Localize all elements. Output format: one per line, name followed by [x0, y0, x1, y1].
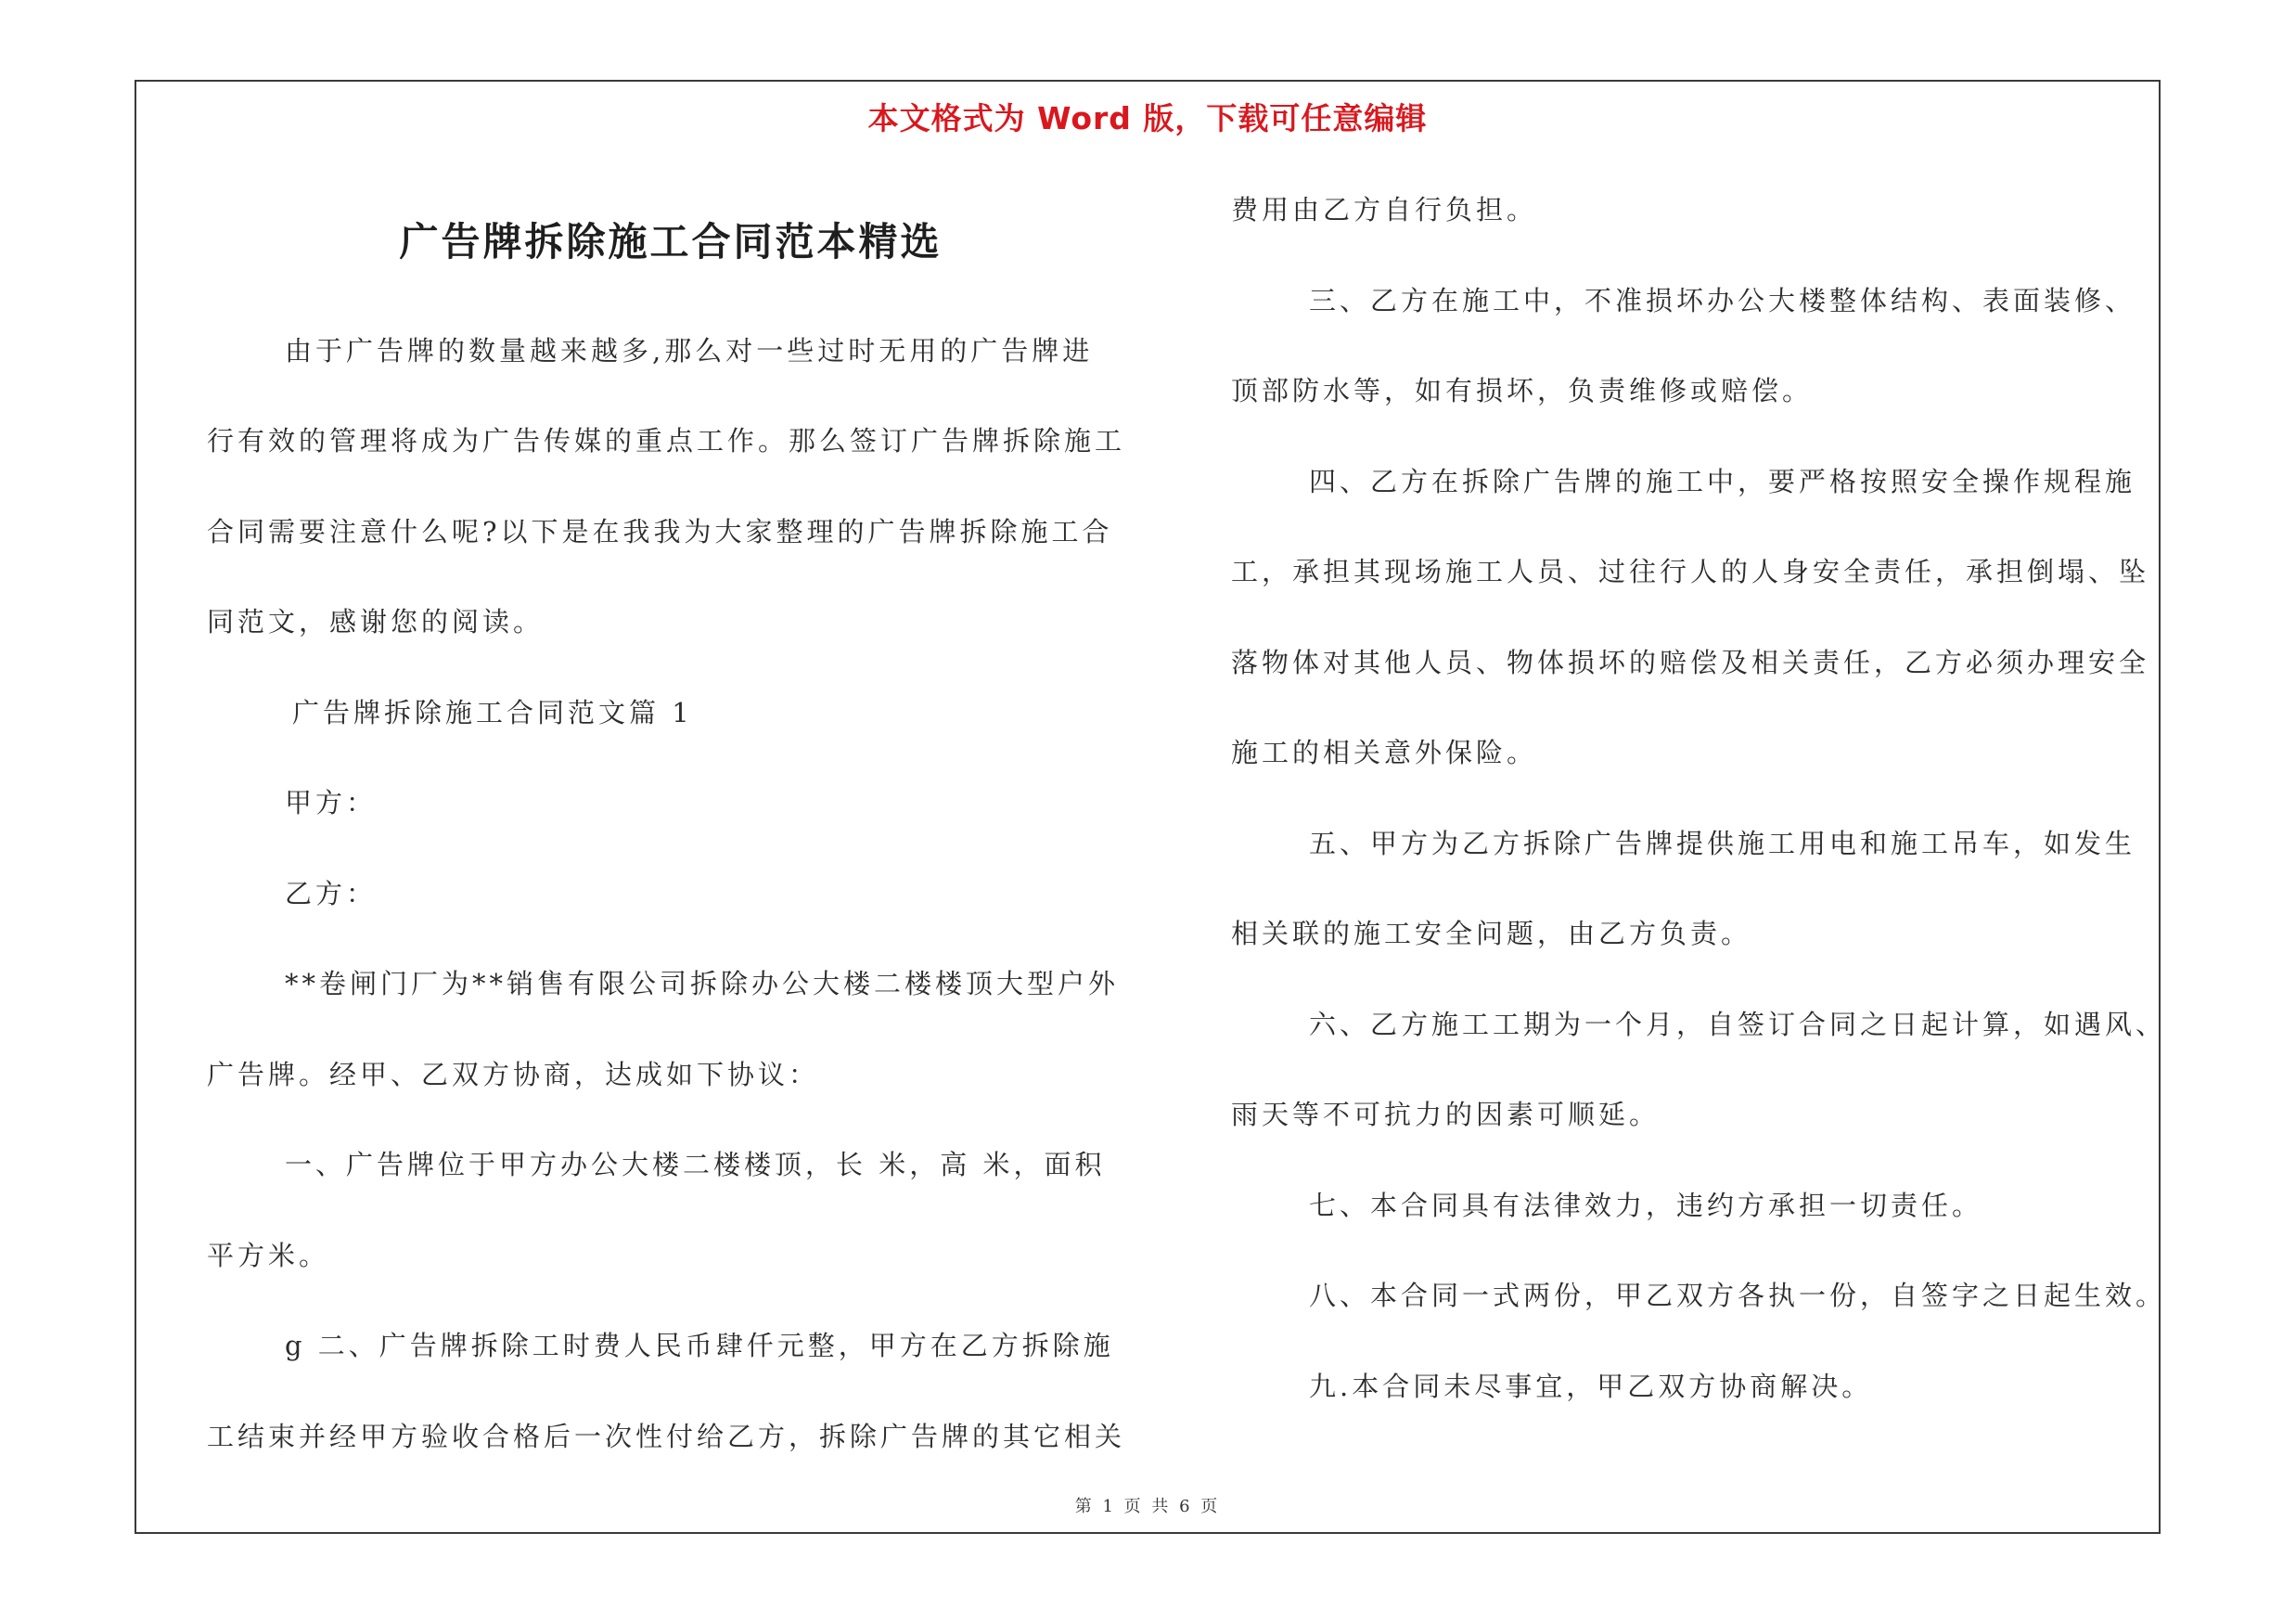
clause-line: 顶部防水等，如有损坏，负责维修或赔偿。 — [1231, 375, 1814, 406]
clause-line: 费用由乙方自行负担。 — [1231, 194, 1538, 225]
clause-line: 五、甲方为乙方拆除广告牌提供施工用电和施工吊车，如发生 — [1309, 828, 2136, 859]
clause-line: 施工的相关意外保险。 — [1231, 737, 1538, 768]
clause-line: 九.本合同未尽事宜，甲乙双方协商解决。 — [1309, 1371, 1873, 1402]
paragraph-line: 行有效的管理将成为广告传媒的重点工作。那么签订广告牌拆除施工 — [207, 425, 1126, 457]
clause-line: 一、广告牌位于甲方办公大楼二楼楼顶，长 米，高 米，面积 — [285, 1149, 1106, 1180]
clause-line: 雨天等不可抗力的因素可顺延。 — [1231, 1099, 1661, 1130]
paragraph-line: 广告牌。经甲、乙双方协商，达成如下协议： — [207, 1059, 820, 1090]
paragraph-line: 合同需要注意什么呢?以下是在我我为大家整理的广告牌拆除施工合 — [207, 516, 1113, 547]
clause-line: 工结束并经甲方验收合格后一次性付给乙方，拆除广告牌的其它相关 — [207, 1421, 1126, 1452]
format-banner: 本文格式为 Word 版，下载可任意编辑 — [867, 100, 1428, 136]
clause-line: 相关联的施工安全问题，由乙方负责。 — [1231, 918, 1752, 949]
paragraph-line: 同范文，感谢您的阅读。 — [207, 606, 545, 638]
page-frame — [135, 80, 2167, 1534]
party-a-label: 甲方： — [285, 787, 378, 818]
paragraph-line: **卷闸门厂为**销售有限公司拆除办公大楼二楼楼顶大型户外 — [285, 968, 1120, 999]
clause-line: 四、乙方在拆除广告牌的施工中，要严格按照安全操作规程施 — [1309, 466, 2136, 497]
paragraph-line: 由于广告牌的数量越来越多,那么对一些过时无用的广告牌进 — [285, 335, 1094, 367]
clause-line: 六、乙方施工工期为一个月，自签订合同之日起计算，如遇风、 — [1309, 1009, 2167, 1040]
section-heading: 广告牌拆除施工合同范文篇 1 — [292, 697, 693, 728]
clause-line: 七、本合同具有法律效力，违约方承担一切责任。 — [1309, 1190, 1983, 1221]
clause-line: g 二、广告牌拆除工时费人民币肆仟元整，甲方在乙方拆除施 — [285, 1330, 1114, 1361]
clause-line: 落物体对其他人员、物体损坏的赔偿及相关责任，乙方必须办理安全 — [1231, 647, 2150, 678]
party-b-label: 乙方： — [285, 878, 378, 909]
clause-line: 工，承担其现场施工人员、过往行人的人身安全责任，承担倒塌、坠 — [1231, 556, 2150, 587]
document-title: 广告牌拆除施工合同范本精选 — [399, 219, 943, 264]
clause-line: 三、乙方在施工中，不准损坏办公大楼整体结构、表面装修、 — [1309, 285, 2136, 316]
clause-line: 平方米。 — [207, 1240, 330, 1271]
page-number: 第 1 页 共 6 页 — [1074, 1497, 1221, 1516]
clause-line: 八、本合同一式两份，甲乙双方各执一份，自签字之日起生效。 — [1309, 1280, 2167, 1311]
